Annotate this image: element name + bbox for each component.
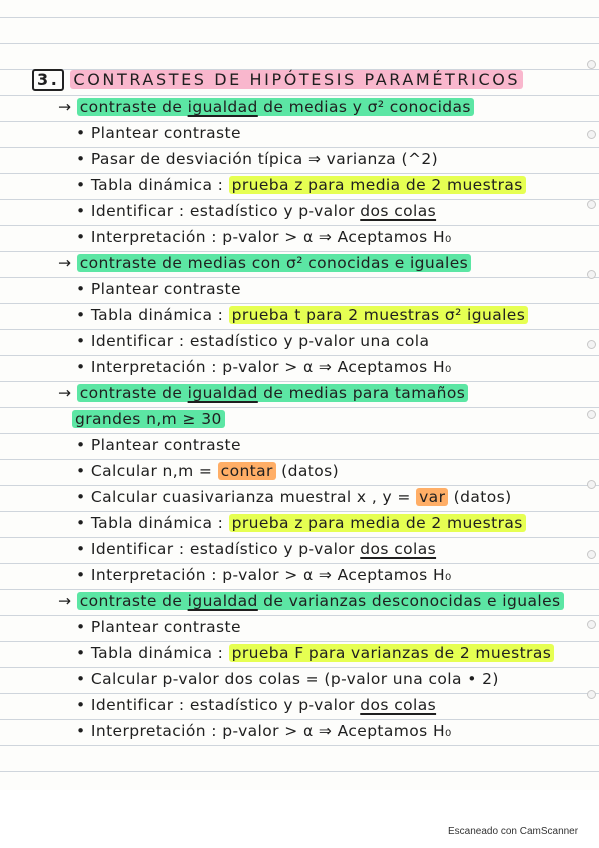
arrow-icon: → <box>58 254 72 272</box>
list-item: • Calcular p-valor dos colas = (p-valor una cola • 2) <box>76 670 499 688</box>
item-underlined: dos colas <box>360 696 437 714</box>
item-text: Identificar : estadístico y p-valor una cola <box>90 332 430 350</box>
item-text: Plantear contraste <box>90 618 241 636</box>
scanner-watermark: Escaneado con CamScanner <box>448 826 579 837</box>
list-item: • Plantear contraste <box>76 124 241 142</box>
binder-hole <box>587 200 596 209</box>
item-text: Interpretación : p-valor > α ⇒ Aceptamos H₀ <box>90 228 452 246</box>
item-text: Tabla dinámica : <box>90 306 229 324</box>
item-underlined: dos colas <box>360 540 437 558</box>
item-text: Tabla dinámica : <box>90 176 229 194</box>
item-highlight: prueba z para media de 2 muestras <box>229 176 526 194</box>
item-text: Plantear contraste <box>90 124 241 142</box>
arrow-icon: → <box>58 98 72 116</box>
item-text: Tabla dinámica : <box>90 644 229 662</box>
item-text: Calcular cuasivarianza muestral x , y = <box>90 488 417 506</box>
item-text: Plantear contraste <box>90 280 241 298</box>
heading-highlight <box>77 592 564 610</box>
section-number: 3. <box>32 69 64 91</box>
list-item: • Interpretación : p-valor > α ⇒ Aceptamos H₀ <box>76 566 452 584</box>
list-item: • Interpretación : p-valor > α ⇒ Aceptamos H₀ <box>76 722 452 740</box>
binder-hole <box>587 620 596 629</box>
binder-hole <box>587 130 596 139</box>
heading-underlined: igualdad <box>187 384 258 402</box>
binder-hole <box>587 340 596 349</box>
item-highlight: prueba F para varianzas de 2 muestras <box>229 644 555 662</box>
binder-hole <box>587 270 596 279</box>
list-item: • Tabla dinámica : prueba z para media de 2 muestras <box>76 511 526 535</box>
binder-hole <box>587 60 596 69</box>
list-item: • Pasar de desviación típica ⇒ varianza (^2) <box>76 150 439 168</box>
item-text: Identificar : estadístico y p-valor <box>90 202 361 220</box>
binder-hole <box>587 480 596 489</box>
binder-hole <box>587 550 596 559</box>
binder-hole <box>587 690 596 699</box>
heading-underlined: igualdad <box>187 592 258 610</box>
section-heading-continued <box>72 407 225 431</box>
item-highlight: prueba t para 2 muestras σ² iguales <box>229 306 529 324</box>
item-text: Identificar : estadístico y p-valor <box>90 540 361 558</box>
list-item: • Plantear contraste <box>76 280 241 298</box>
heading-highlight: contraste de medias con σ² conocidas e iguales <box>77 254 471 272</box>
list-item: • Identificar : estadístico y p-valor dos colas <box>76 540 437 558</box>
item-text: Interpretación : p-valor > α ⇒ Aceptamos H₀ <box>90 566 452 584</box>
list-item: • Identificar : estadístico y p-valor dos colas <box>76 696 437 714</box>
list-item: • Interpretación : p-valor > α ⇒ Aceptamos H₀ <box>76 358 452 376</box>
list-item: • Calcular cuasivarianza muestral x , y = var (datos) <box>76 488 512 506</box>
item-text: Calcular n,m = <box>90 462 218 480</box>
section-heading <box>58 589 564 613</box>
heading-highlight: grandes n,m ≥ 30 <box>72 410 225 428</box>
item-underlined: dos colas <box>360 202 437 220</box>
heading-text: contraste de <box>79 384 188 402</box>
heading-highlight <box>77 98 474 116</box>
arrow-icon: → <box>58 384 72 402</box>
heading-text: de medias para tamaños <box>257 384 466 402</box>
section-heading <box>58 251 471 275</box>
list-item: • Plantear contraste <box>76 618 241 636</box>
item-text: Identificar : estadístico y p-valor <box>90 696 361 714</box>
list-item: • Interpretación : p-valor > α ⇒ Aceptamos H₀ <box>76 228 452 246</box>
list-item: • Calcular n,m = contar (datos) <box>76 462 340 480</box>
item-text: Tabla dinámica : <box>90 514 229 532</box>
page-title <box>32 68 523 92</box>
heading-text: de medias y σ² conocidas <box>257 98 471 116</box>
list-item: • Identificar : estadístico y p-valor dos colas <box>76 202 437 220</box>
arrow-icon: → <box>58 592 72 610</box>
heading-underlined: igualdad <box>187 98 258 116</box>
section-heading <box>58 95 474 119</box>
item-text: Interpretación : p-valor > α ⇒ Aceptamos H₀ <box>90 722 452 740</box>
title-text: CONTRASTES DE HIPÓTESIS PARAMÉTRICOS <box>70 70 523 89</box>
item-highlight: contar <box>218 462 276 480</box>
item-text: Interpretación : p-valor > α ⇒ Aceptamos H₀ <box>90 358 452 376</box>
list-item: • Plantear contraste <box>76 436 241 454</box>
item-highlight: prueba z para media de 2 muestras <box>229 514 526 532</box>
section-heading <box>58 381 468 405</box>
list-item: • Tabla dinámica : prueba F para varianzas de 2 muestras <box>76 641 554 665</box>
item-text: (datos) <box>448 488 512 506</box>
binder-holes <box>585 60 599 760</box>
list-item: • Tabla dinámica : prueba t para 2 muestras σ² iguales <box>76 303 528 327</box>
item-text: Calcular p-valor dos colas = (p-valor una cola • 2) <box>90 670 499 688</box>
item-text: Plantear contraste <box>90 436 241 454</box>
heading-text: de varianzas desconocidas e iguales <box>257 592 561 610</box>
binder-hole <box>587 410 596 419</box>
list-item: • Tabla dinámica : prueba z para media de 2 muestras <box>76 173 526 197</box>
item-text: (datos) <box>275 462 340 480</box>
item-text: Pasar de desviación típica ⇒ varianza (^2) <box>90 150 439 168</box>
heading-text: contraste de <box>79 592 188 610</box>
heading-text: contraste de <box>79 98 188 116</box>
item-highlight: var <box>416 488 448 506</box>
heading-highlight <box>77 384 468 402</box>
list-item: • Identificar : estadístico y p-valor una cola <box>76 332 430 350</box>
